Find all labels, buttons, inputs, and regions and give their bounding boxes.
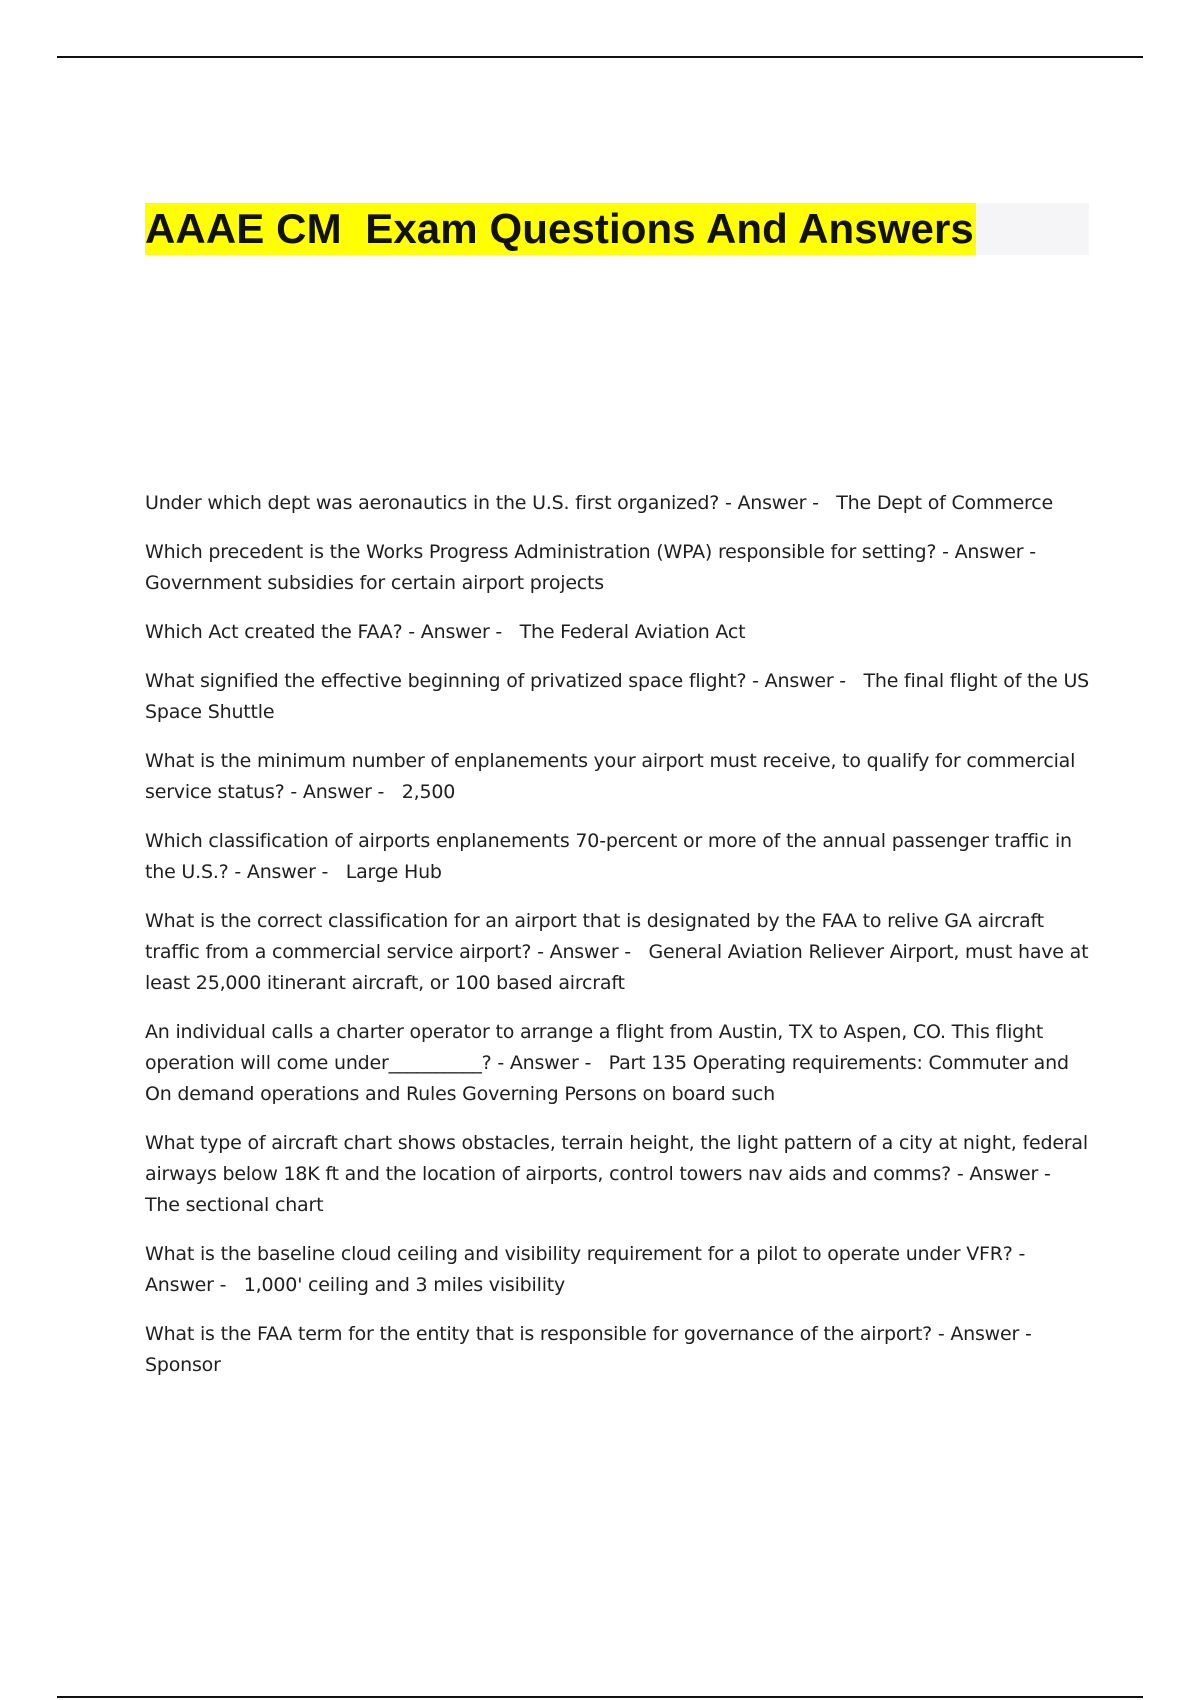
answer-separator: - Answer - (228, 861, 346, 883)
question-text: What is the correct classification for an airport that is designated by the FAA to relive GA aircraft traffic from a commercial service airport? (145, 910, 1044, 963)
document-title: AAAE CM Exam Questions And Answers (145, 203, 976, 255)
qa-item (145, 1017, 1095, 1110)
question-text: Which Act created the FAA? (145, 621, 403, 643)
qa-item (145, 826, 1095, 888)
answer-separator: - Answer - (402, 621, 520, 643)
qa-item (145, 488, 1095, 519)
qa-list (145, 488, 1095, 1399)
qa-item (145, 1319, 1095, 1381)
answer-separator: - Answer - (936, 541, 1054, 563)
answer-text: Government subsidies for certain airport projects (145, 572, 605, 594)
answer-text: Sponsor (145, 1354, 221, 1376)
question-text: What signified the effective beginning of privatized space flight? (145, 670, 747, 692)
answer-separator: - Answer - (746, 670, 864, 692)
answer-text: Large Hub (345, 861, 442, 883)
question-text: What is the FAA term for the entity that is responsible for governance of the airport? (145, 1323, 932, 1345)
qa-item (145, 906, 1095, 999)
qa-item (145, 666, 1095, 728)
top-rule (57, 56, 1143, 58)
answer-separator: - Answer - (719, 492, 837, 514)
answer-text: Part 135 Operating requirements: Commuter and On demand operations and Rules Governing Persons on board such (145, 1052, 1075, 1105)
answer-text: 2,500 (401, 781, 456, 803)
question-text: What is the baseline cloud ceiling and visibility requirement for a pilot to operate under VFR? (145, 1243, 1013, 1265)
qa-item (145, 617, 1095, 648)
question-text: What is the minimum number of enplanements your airport must receive, to qualify for commercial service status? (145, 750, 1076, 803)
question-text: Which precedent is the Works Progress Administration (WPA) responsible for setting? (145, 541, 937, 563)
answer-text: General Aviation Reliever Airport, must have at least 25,000 itinerant aircraft, or 100 based aircraft (145, 941, 1095, 994)
answer-text: The final flight of the US Space Shuttle (145, 670, 1095, 723)
question-text: Under which dept was aeronautics in the U.S. first organized? (145, 492, 720, 514)
answer-text: The Dept of Commerce (836, 492, 1053, 514)
qa-item (145, 537, 1095, 599)
qa-item (145, 746, 1095, 808)
qa-item (145, 1239, 1095, 1301)
answer-separator: - Answer - (491, 1052, 609, 1074)
answer-text: The Federal Aviation Act (519, 621, 746, 643)
answer-text: The sectional chart (145, 1194, 324, 1216)
answer-separator: - Answer - (951, 1163, 1069, 1185)
answer-separator: - Answer - (284, 781, 402, 803)
bottom-rule (57, 1696, 1143, 1698)
answer-separator: - Answer - (932, 1323, 1050, 1345)
answer-text: 1,000' ceiling and 3 miles visibility (243, 1274, 566, 1296)
answer-separator: - Answer - (531, 941, 649, 963)
title-block (145, 203, 1089, 255)
question-text: What type of aircraft chart shows obstacles, terrain height, the light pattern of a city at night, federal airways below 18K ft and the location of airports, control towers nav aids and comms? (145, 1132, 1088, 1185)
answer-separator: - Answer - (145, 1243, 1031, 1296)
question-text: An individual calls a charter operator to arrange a flight from Austin, TX to Aspen, CO. This flight operation will come under__________? (145, 1021, 1044, 1074)
question-text: Which classification of airports enplanements 70-percent or more of the annual passenger traffic in the U.S.? (145, 830, 1072, 883)
qa-item (145, 1128, 1095, 1221)
